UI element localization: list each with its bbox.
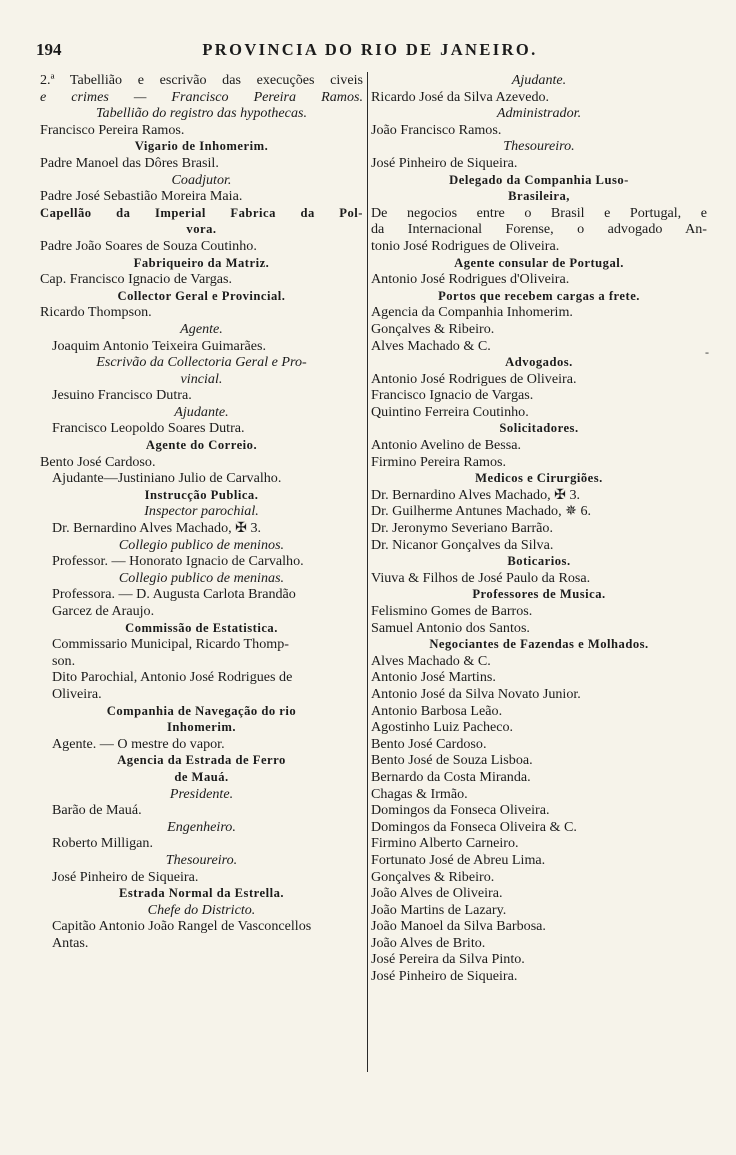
role-title: Ajudante. (174, 403, 229, 420)
role-title: Joaquim Antonio Teixeira Guimarães. (52, 337, 267, 354)
role-title: Engenheiro. (167, 818, 236, 835)
role-title: Agente. — O mestre do vapor. (52, 735, 225, 752)
text-line: Gonçalves & Ribeiro. (371, 868, 495, 885)
text-line: João Alves de Oliveira. (371, 885, 503, 902)
section-heading: Portos que recebem cargas a frete. (438, 288, 640, 303)
text-line: Antonio José Rodrigues de Oliveira. (371, 370, 577, 387)
role-title: Dito Parochial, Antonio José Rodrigues de (52, 669, 293, 686)
text-line: José Pinheiro de Siqueira. (371, 968, 518, 985)
role-title: Coadjutor. (171, 171, 232, 188)
text-line: Agostinho Luiz Pacheco. (371, 719, 514, 736)
role-title: Oliveira. (52, 685, 102, 702)
role-title: Agente. (180, 320, 223, 337)
text-line: José Pinheiro de Siqueira. (371, 154, 518, 171)
section-heading: Delegado da Companhia Luso- (449, 172, 629, 187)
text-line: Padre Manoel das Dôres Brasil. (40, 154, 219, 171)
section-heading: Capellão da Imperial Fabrica da Pol- (40, 205, 363, 220)
text-line: Ricardo José da Silva Azevedo. (371, 88, 550, 105)
text-line: Bernardo da Costa Miranda. (371, 768, 531, 785)
text-line: Bento José Cardoso. (40, 453, 156, 470)
section-heading: Instrucção Publica. (144, 487, 259, 502)
section-heading: Advogados. (505, 355, 573, 370)
role-title: Chefe do Districto. (147, 901, 256, 918)
section-heading: Collector Geral e Provincial. (117, 288, 286, 303)
text-line: Francisco Ignacio de Vargas. (371, 387, 534, 404)
text-line: Bento José de Souza Lisboa. (371, 752, 533, 769)
section-heading: Inhomerim. (166, 720, 236, 735)
role-title: Professor. — Honorato Ignacio de Carvalho. (52, 553, 304, 570)
role-title: Administrador. (496, 105, 582, 122)
role-title: Capitão Antonio João Rangel de Vasconcellos (52, 918, 312, 935)
text-line: Antonio José da Silva Novato Junior. (371, 685, 581, 702)
text-line: João Francisco Ramos. (371, 121, 502, 138)
section-heading: Negociantes de Fazendas e Molhados. (429, 637, 649, 652)
text-line: De negocios entre o Brasil e Portugal, e (371, 204, 707, 221)
text-line: Samuel Antonio dos Santos. (371, 619, 530, 636)
role-title: Escrivão da Collectoria Geral e Pro- (96, 354, 307, 371)
right-column (367, 72, 707, 1072)
text-line: João Manoel da Silva Barbosa. (371, 918, 546, 935)
section-heading: Professores de Musica. (472, 587, 606, 602)
text-line: Quintino Ferreira Coutinho. (371, 403, 529, 420)
text-line: Gonçalves & Ribeiro. (371, 320, 495, 337)
role-title: Antas. (52, 934, 89, 951)
role-title: Commissario Municipal, Ricardo Thomp- (52, 636, 289, 653)
text-line: Dr. Jeronymo Severiano Barrão. (371, 520, 553, 537)
text-line: tonio José Rodrigues de Oliveira. (371, 237, 560, 254)
role-title: Dr. Bernardino Alves Machado, ✠ 3. (52, 520, 262, 537)
section-heading: Boticarios. (507, 554, 571, 569)
text-line: Antonio José Martins. (371, 669, 496, 686)
role-title: Jesuino Francisco Dutra. (52, 387, 192, 404)
role-title: Collegio publico de meninos. (118, 536, 285, 553)
text-line: Antonio José Rodrigues d'Oliveira. (371, 271, 570, 288)
text-line: Cap. Francisco Ignacio de Vargas. (40, 271, 233, 288)
role-title: Ajudante. (511, 72, 567, 88)
text-line: Alves Machado & C. (371, 652, 491, 669)
text-line: Firmino Alberto Carneiro. (371, 835, 519, 852)
text-line: Dr. Bernardino Alves Machado, ✠ 3. (371, 486, 581, 503)
role-title: Presidente. (169, 785, 234, 802)
role-title: Garcez de Araujo. (52, 603, 155, 619)
section-heading: Agente consular de Portugal. (454, 255, 624, 270)
text-line: Fortunato José de Abreu Lima. (371, 851, 546, 868)
role-title: son. (52, 652, 76, 669)
role-title: Thesoureiro. (165, 851, 238, 868)
section-heading: Companhia de Navegação do rio (106, 703, 297, 718)
role-title: Collegio publico de meninas. (118, 569, 285, 586)
text-line: Domingos da Fonseca Oliveira & C. (371, 818, 577, 835)
text-line: José Pereira da Silva Pinto. (371, 951, 525, 968)
text-line: Ricardo Thompson. (40, 304, 152, 321)
text-line: da Internacional Forense, o advogado An- (371, 221, 707, 238)
section-heading: Vigario de Inhomerim. (134, 139, 269, 154)
text-line: Alves Machado & C. (371, 337, 491, 354)
role-title: Francisco Leopoldo Soares Dutra. (52, 420, 245, 437)
role-title: Barão de Mauá. (52, 802, 142, 819)
left-column (40, 72, 363, 951)
text-line: Firmino Pereira Ramos. (371, 453, 507, 470)
text-line: Antonio Avelino de Bessa. (371, 437, 522, 454)
section-heading: Fabriqueiro da Matriz. (133, 255, 270, 270)
section-heading: Agente do Correio. (145, 438, 258, 453)
role-title: Roberto Milligan. (52, 835, 153, 852)
text-line: Viuva & Filhos de José Paulo da Rosa. (371, 569, 591, 586)
section-heading: Agencia da Estrada de Ferro (117, 753, 286, 768)
page-header (36, 40, 704, 64)
section-heading: de Mauá. (174, 769, 229, 784)
section-heading: vora. (186, 222, 217, 237)
text-line: 2.ª Tabellião e escrivão das execuções civeis (40, 72, 363, 88)
text-line: Padre José Sebastião Moreira Maia. (40, 188, 243, 205)
text-line: João Alves de Brito. (371, 934, 486, 951)
text-line: Agencia da Companhia Inhomerim. (371, 304, 573, 321)
role-title: vincial. (180, 370, 223, 387)
section-heading: Brasileira, (508, 189, 570, 204)
text-line: Dr. Guilherme Antunes Machado, ✵ 6. (371, 503, 592, 520)
text-line: João Martins de Lazary. (371, 901, 507, 918)
section-heading: Estrada Normal da Estrella. (118, 886, 285, 901)
role-title: Thesoureiro. (503, 138, 575, 155)
role-title: Ajudante—Justiniano Julio de Carvalho. (52, 470, 282, 487)
text-line: Chagas & Irmão. (371, 785, 468, 802)
role-title: Tabellião do registro das hypothecas. (95, 105, 307, 122)
text-line: Francisco Pereira Ramos. (40, 121, 185, 138)
section-heading: Medicos e Cirurgiões. (475, 471, 603, 486)
text-line: Antonio Barbosa Leão. (371, 702, 503, 719)
role-title: e crimes — Francisco Pereira Ramos. (40, 88, 363, 105)
text-line: Bento José Cardoso. (371, 735, 487, 752)
text-line: Padre João Soares de Souza Coutinho. (40, 237, 257, 254)
role-title: Inspector parochial. (144, 503, 259, 520)
text-line: Dr. Nicanor Gonçalves da Silva. (371, 536, 554, 553)
section-heading: Commissão de Estatistica. (125, 620, 278, 635)
text-line: Domingos da Fonseca Oliveira. (371, 802, 550, 819)
margin-mark: - (705, 345, 709, 359)
text-line: Felismino Gomes de Barros. (371, 603, 533, 619)
page-number: 194 (36, 40, 62, 59)
running-title: PROVINCIA DO RIO DE JANEIRO. (202, 40, 538, 59)
role-title: José Pinheiro de Siqueira. (52, 868, 199, 885)
section-heading: Solicitadores. (499, 421, 579, 436)
role-title: Professora. — D. Augusta Carlota Brandão (52, 586, 296, 603)
